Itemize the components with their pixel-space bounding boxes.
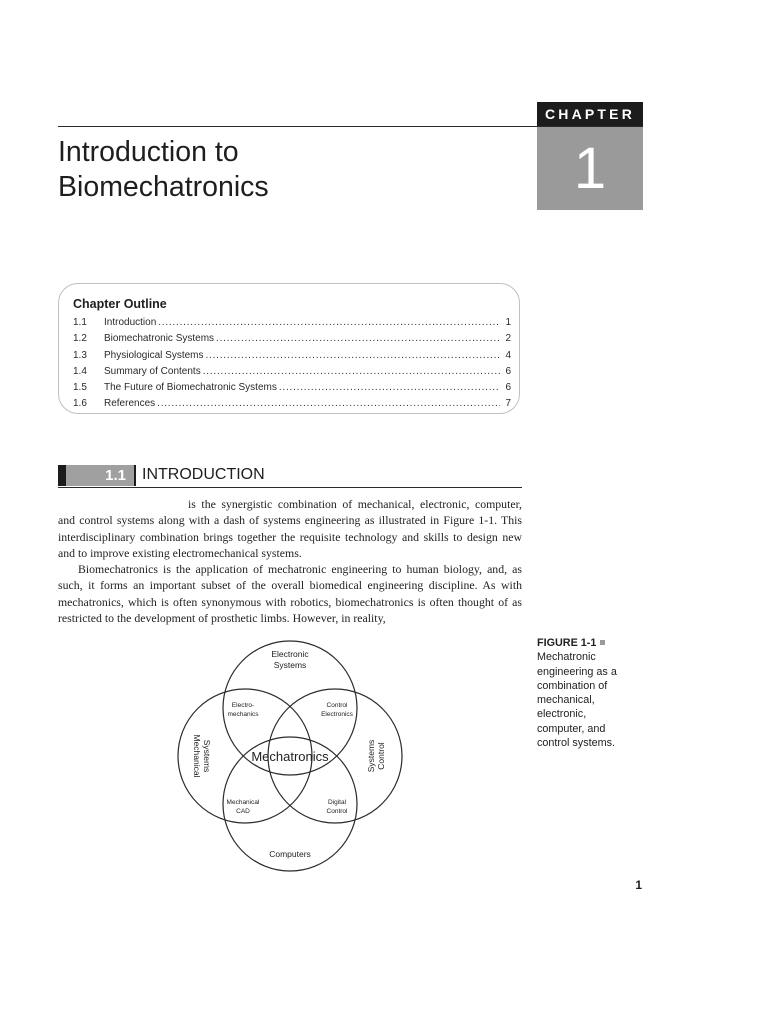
venn-upper-right-line2: Electronics [321,711,353,718]
outline-item-title: The Future of Biomechatronic Systems [104,382,277,394]
outline-item-page: 6 [505,382,511,394]
outline-item-title: Physiological Systems [104,349,204,361]
outline-item-leader [216,333,500,344]
section-number: 1.1 [66,465,134,486]
venn-top-label-line2: Systems [273,660,307,670]
outline-item-number: 1.6 [73,398,87,410]
outline-item[interactable] [73,398,511,414]
venn-center-label: Mechatronics [251,749,329,764]
figure-caption [537,636,635,750]
venn-right-label-line1: Control [376,742,386,770]
outline-item-leader [203,366,500,377]
outline-item-title: Biomechatronic Systems [104,333,215,345]
figure-marker-icon [600,640,605,645]
outline-item-title: References [104,398,156,410]
outline-item-number: 1.2 [73,333,87,345]
venn-upper-left-line2: mechanics [227,711,259,718]
outline-item-page: 7 [505,398,511,410]
outline-item-page: 4 [505,349,511,361]
section-marker [58,465,66,486]
outline-item[interactable] [73,382,511,398]
venn-top-label-line1: Electronic [271,649,309,659]
chapter-title-line2: Biomechatronics [58,171,269,203]
venn-upper-right-line1: Control [326,702,348,709]
outline-item-page: 2 [505,333,511,345]
paragraph: Biomechatronics is the application of mechatronic engineering to human biology, and, as such, it forms an important subset of the overall biomedical engineering discipline. As with mechatronics, which is often synonymous with robotics, biomechatronics is often thought of as restricted to the development of prosthetic limbs. However, in reality, [58,562,522,626]
outline-item-number: 1.4 [73,365,87,377]
outline-item-page: 1 [505,317,511,328]
venn-lower-right-line1: Digital [327,799,347,806]
outline-item-page: 6 [505,365,511,377]
chapter-label: CHAPTER [537,102,643,126]
figure-caption-text: Mechatronic engineering as a combination of mechanical, electronic, computer, and control systems. [537,651,617,750]
figure-label: FIGURE 1-1 [537,637,597,649]
outline-list [73,317,511,415]
venn-upper-left-line1: Electro- [231,702,255,709]
section-divider [134,465,136,486]
outline-heading: Chapter Outline [73,297,167,311]
paragraph-text: is the synergistic combination of mechanical, electronic, computer, and control systems along with a dash of systems engineering as illustrated in Figure 1-1. This interdisciplinary combination brings together the requisite technology and skills to design new and to improve existing electromechanical systems. [58,497,522,560]
outline-item-leader [157,398,500,409]
outline-item-title: Introduction [104,317,157,328]
chapter-number: 1 [537,127,643,210]
body-text [58,496,522,626]
outline-item-leader [205,350,500,361]
outline-item-number: 1.1 [73,317,87,328]
outline-item-number: 1.3 [73,349,87,361]
venn-lower-left-line1: Mechanical [226,799,260,806]
mechatronics-venn-diagram [168,636,418,876]
outline-item-leader [158,317,500,328]
outline-item[interactable] [73,350,511,366]
section-title: INTRODUCTION [142,466,265,483]
chapter-title [58,135,518,205]
page-number: 1 [635,878,642,892]
venn-left-label-line1: Mechanical [192,734,202,778]
outline-item-leader [279,382,500,393]
chapter-title-line1: Introduction to [58,136,239,168]
venn-lower-left-line2: CAD [236,808,250,815]
section-heading [58,465,522,488]
venn-left-label-line2: Systems [202,739,212,773]
outline-item-number: 1.5 [73,382,87,394]
venn-right-label-line2: Systems [366,739,376,773]
venn-bottom-label: Computers [269,849,311,859]
paragraph [58,496,522,561]
outline-item[interactable] [73,366,511,382]
venn-lower-right-line2: Control [326,808,348,815]
outline-item[interactable] [73,317,511,333]
outline-item[interactable] [73,333,511,349]
outline-item-title: Summary of Contents [104,365,201,377]
chapter-outline [58,283,520,414]
